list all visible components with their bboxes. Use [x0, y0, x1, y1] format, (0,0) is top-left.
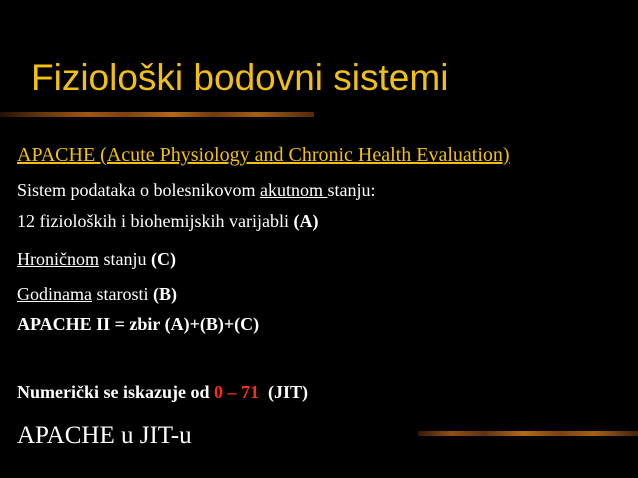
- age-link[interactable]: Godinama: [17, 284, 92, 304]
- system-line: [17, 179, 375, 201]
- age-text: starosti: [91, 284, 153, 304]
- age-tag: (B): [152, 284, 177, 304]
- bottom-divider: [418, 431, 638, 436]
- chronic-link[interactable]: Hroničnom: [17, 249, 99, 269]
- age-line: [17, 283, 177, 305]
- system-suffix: stanju:: [327, 180, 376, 200]
- numeric-gap: [259, 382, 268, 402]
- chronic-tag: (C): [150, 249, 176, 269]
- chronic-text: stanju: [98, 249, 151, 269]
- apache-icu-heading: APACHE u JIT-u: [17, 422, 192, 449]
- variables-text: 12 fizioloških i biohemijskih varijabli: [17, 211, 294, 231]
- numeric-suffix: (JIT): [268, 382, 308, 402]
- chronic-line: [17, 248, 176, 270]
- variables-tag: (A): [293, 211, 319, 231]
- title-divider: [0, 112, 314, 117]
- acute-link[interactable]: akutnom: [259, 180, 328, 200]
- numeric-range-line: [17, 381, 308, 403]
- slide-title: Fiziološki bodovni sistemi: [31, 57, 449, 98]
- variables-line: [17, 210, 318, 232]
- system-prefix: Sistem podataka o bolesnikovom: [17, 180, 260, 200]
- numeric-range: 0 – 71: [214, 382, 259, 402]
- apache-full-name-link[interactable]: APACHE (Acute Physiology and Chronic Health Evaluation): [17, 144, 510, 166]
- apache2-formula: APACHE II = zbir (A)+(B)+(C): [17, 314, 260, 334]
- numeric-prefix: Numerički se iskazuje od: [17, 382, 214, 402]
